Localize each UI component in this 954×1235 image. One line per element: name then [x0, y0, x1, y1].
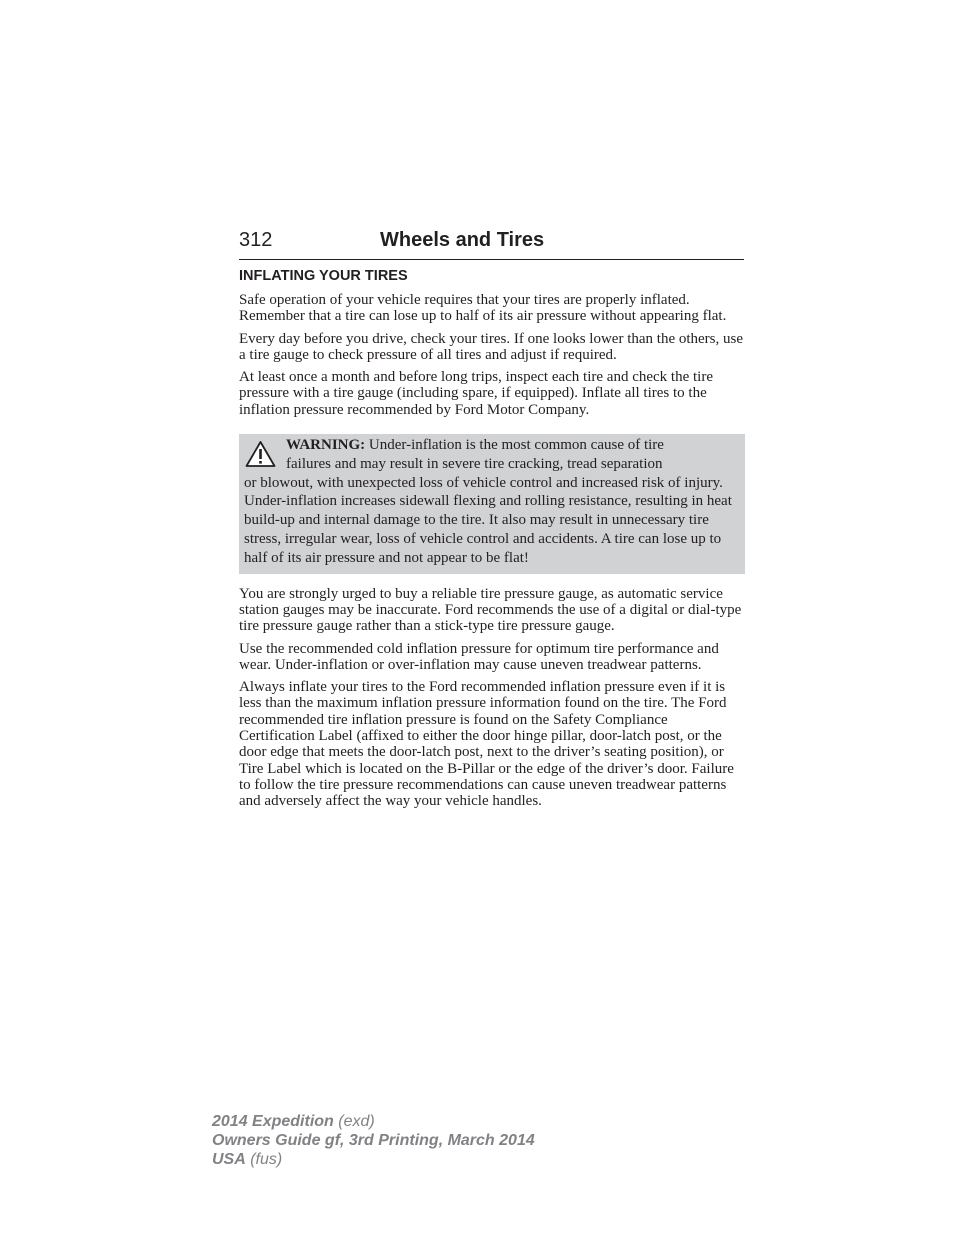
- footer: [212, 1112, 535, 1169]
- page-number: 312: [239, 229, 273, 251]
- section-heading: INFLATING YOUR TIRES: [239, 268, 408, 284]
- footer-model-line: [212, 1112, 535, 1131]
- footer-region-code: (fus): [245, 1151, 283, 1168]
- footer-region: USA: [212, 1151, 246, 1168]
- warning-box: [239, 434, 745, 574]
- paragraph: Safe operation of your vehicle requires that your tires are properly inflated. Remember that a tire can lose up to half of its air pressure without appearing flat.: [239, 292, 727, 325]
- paragraph: Always inflate your tires to the Ford recommended inflation pressure even if it is less than the maximum inflation pressure information found on the tire. The Ford recommended tire inflation pressure is found on the Safety Compliance Certification Label (affixed to either the door hinge pillar, door-latch post, or the door edge that meets the door-latch post, next to the driver’s seating position), or Tire Label which is located on the B-Pillar or the edge of the driver’s door. Failure to follow the tire pressure recommendations can cause uneven treadwear patterns and adversely affect the way your vehicle handles.: [239, 679, 734, 810]
- warning-body: or blowout, with unexpected loss of vehicle control and increased risk of injury. Under-inflation increases sidewall flexing and rolling resistance, resulting in heat build-up and internal damage to the tire. It also may result in unnecessary tire stress, irregular wear, loss of vehicle control and accidents. A tire can lose up to half of its air pressure and not appear to be flat!: [244, 474, 732, 566]
- warning-triangle-icon: [245, 440, 276, 468]
- paragraph: You are strongly urged to buy a reliable tire pressure gauge, as automatic service station gauges may be inaccurate. Ford recommends the use of a digital or dial-type tire pressure gauge rather than a stick-type tire pressure gauge.: [239, 585, 742, 635]
- paragraph: Every day before you drive, check your tires. If one looks lower than the others, use a tire gauge to check pressure of all tires and adjust if required.: [239, 330, 744, 363]
- warning-line-2: failures and may result in severe tire cracking, tread separation: [286, 455, 663, 472]
- paragraph: Use the recommended cold inflation pressure for optimum tire performance and wear. Under-inflation or over-inflation may cause uneven treadwear patterns.: [239, 640, 719, 673]
- paragraph: At least once a month and before long trips, inspect each tire and check the tire pressure with a tire gauge (including spare, if equipped). Inflate all tires to the inflation pressure recommended by Ford Motor Company.: [239, 369, 713, 418]
- page-header: [239, 228, 744, 260]
- warning-line-1: Under-inflation is the most common cause of tire: [365, 437, 664, 454]
- page-content: [239, 268, 745, 816]
- footer-model-code: (exd): [333, 1113, 375, 1130]
- chapter-title: Wheels and Tires: [380, 229, 545, 251]
- warning-label: WARNING:: [286, 437, 366, 454]
- footer-model: 2014 Expedition: [212, 1113, 334, 1130]
- footer-region-line: [212, 1150, 535, 1169]
- footer-guide: Owners Guide gf, 3rd Printing, March 2014: [212, 1132, 535, 1149]
- warning-text: [244, 436, 740, 568]
